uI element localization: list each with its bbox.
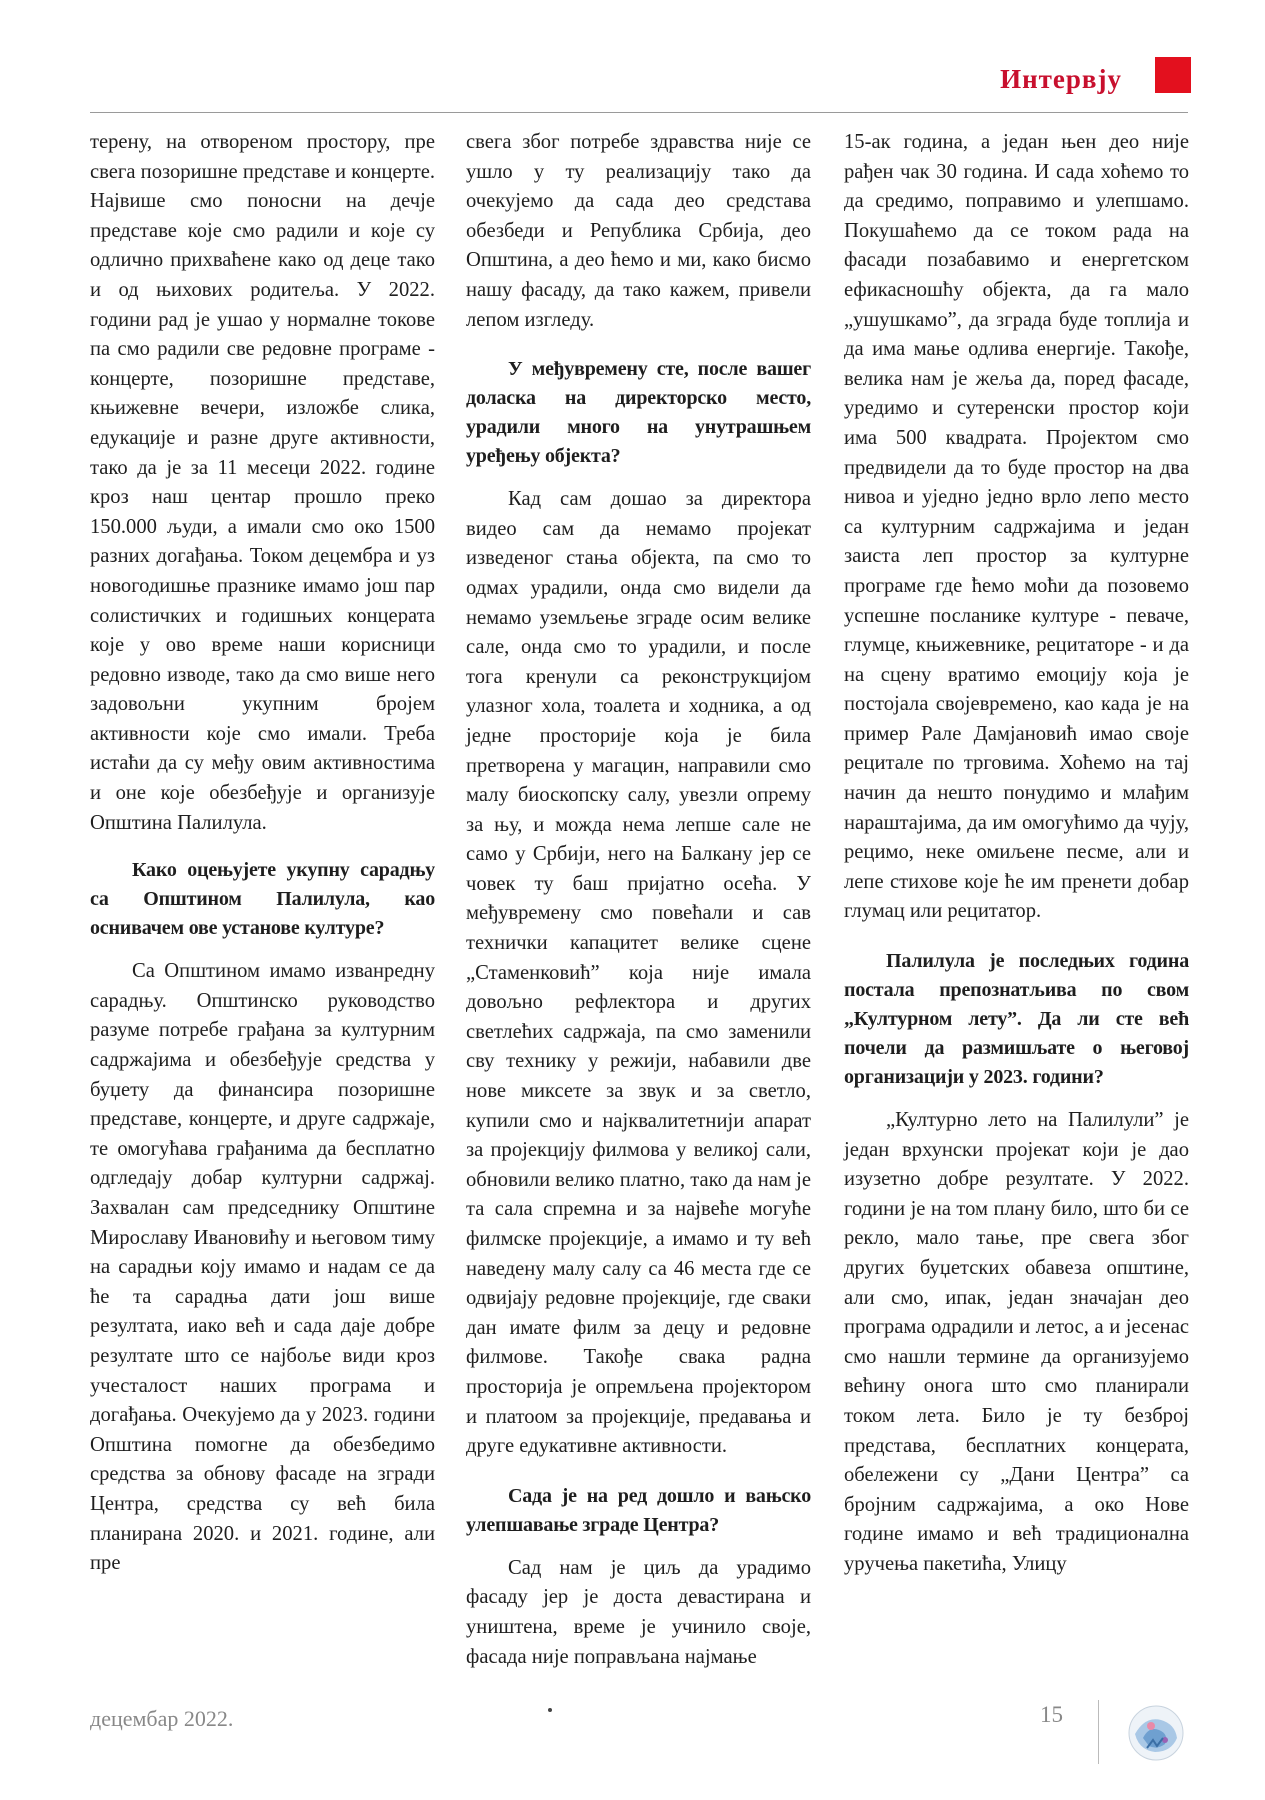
logo-emblem-icon [1127,1704,1185,1762]
section-label: Интервју [1000,64,1122,94]
interview-question: Сада је на ред дошло и вањско улепшавање зграде Центра? [466,1484,811,1536]
column-1 [90,128,435,1579]
paragraph: Кад сам дошао за директора видео сам да немамо пројекат изведеног стања објекта, па смо то одмах урадили, онда смо видели да немамо уземљење зграде осим велике сале, онда смо то урадили, и после тога кренули са реконструкцијом улазног хола, тоалета и ходника, а од једне просторије која је била претворена у магацин, направили смо малу биоскопску салу, увезли опрему за њу, и можда нема лепше сале не само у Србији, него на Балкану јер се човек ту баш пријатно осећа. У међувремену смо повећали и сав технички капацитет велике сцене „Стаменковић” која није имала довољно рефлектора и других светлећих садржаја, па смо заменили сву технику у режији, набавили две нове миксете за звук и за светло, купили смо и најквалитетнији апарат за пројекцију филмова у великој сали, обновили велико платно, тако да нам је та сала спремна и за највеће могуће филмске пројекције, а имамо и ту већ наведену малу салу са 46 места где се одвијају редовне пројекције, где сваки дан имате филм за децу и редовне филмове. Такође свака радна просторија је опремљена пројектором и платоом за пројекције, предавања и друге едукативне активности. [466,488,812,1458]
page-number: 15 [1040,1702,1063,1727]
interview-question: У међувремену сте, после вашег доласка на директорско место, урадили много на унутрашњем уређењу објекта? [466,358,811,468]
footer-dot [548,1708,552,1712]
paragraph: свега због потребе здравства није се ушло у ту реализацију тако да очекујемо да сада део средстава обезбеди и Република Србија, део Општина, а део ћемо и ми, како бисмо нашу фасаду, да тако кажем, привели лепом изгледу. [466,131,811,331]
paragraph: „Културно лето на Палилули” је један врхунски пројекат који је дао изузетно добре резултате. У 2022. години је на том плану било, што би се рекло, мало тање, пре свега због других буџетских обавеза општине, али смо, ипак, један значајан део програма одрадили и летос, а и јесенас смо нашли термине да организујемо већину онога што смо планирали током лета. Било је ту безброј представа, бесплатних концерата, обележени су „Дани Центра” са бројним садржајима, а око Нове године имамо и већ традиционална уручења пакетића, Улицу [844,1109,1189,1575]
section-marker-square [1155,57,1191,93]
header-rule [90,112,1188,113]
interview-question: Палилула је последњих година постала препознатљива по свом „Културном лету”. Да ли сте већ почели да размишљате о његовој организацији у 2023. години? [844,950,1189,1089]
paragraph: Сад нам је циљ да урадимо фасаду јер је доста девастирана и уништена, време је учинило своје, фасада није поправљана најмање [466,1556,811,1668]
paragraph: Са Општином имамо изванредну сарадњу. Општинско руководство разуме потребе грађана за културним садржајима и обезбеђује средства у буџету да финансира позоришне представе, концерте, и друге садржаје, те омогућава грађанима да бесплатно одгледају добар културни садржај. Захвалан сам председнику Општине Мирославу Ивановићу и његовом тиму на сарадњи коју имамо и надам се да ће та сарадња дати још више резултата, иако већ и сада даје добре резултате што се најбоље види кроз учесталост наших програма и догађања. Очекујемо да у 2023. години Општина помогне да обезбедимо средства за обнову фасаде на згради Центра, средства су већ била планирана 2020. и 2021. године, али пре [90,960,435,1575]
footer-date: децембар 2022. [90,1706,234,1731]
paragraph: 15-ак година, а један њен део није рађен чак 30 година. И сада хоћемо то да средимо, поправимо и улепшамо. Покушаћемо да се током рада на фасади позабавимо и енергетском ефикасношћу објекта, да га мало „ушушкамо”, да зграда буде топлија и да има мање одлива енергије. Такође, велика нам је жеља да, поред фасаде, уредимо и сутеренски простор који има 500 квадрата. Пројектом смо предвидели да то буде простор на два нивоа и уједно једно врло лепо место са културним садржајима и један заиста леп простор за културне програме где ћемо моћи да позовемо успешне посланике културе - певаче, глумце, књижевнике, рецитаторе - и да на сцену вратимо емоцију која је постојала својевремено, као када је на пример Рале Дамјановић имао своје рецитале по трговима. Хоћемо на тај начин да нешто понудимо и млађим нараштајима, да им омогућимо да чују, рецимо, неке омиљене песме, али и лепе стихове које ће им пренети добар глумац или рецитатор. [844,131,1189,923]
footer-rule [1098,1700,1099,1764]
interview-question: Како оцењујете укупну сарадњу са Општином Палилула, као оснивачем ове установе културе? [90,859,435,940]
column-3 [844,128,1189,1580]
paragraph: терену, на отвореном простору, пре свега позоришне представе и концерте. Највише смо поносни на дечје представе које смо радили и које су одлично прихваћене како од деце тако и од њихових родитеља. У 2022. години рад је ушао у нормалне токове па смо радили све редовне програме - концерте, позоришне представе, књижевне вечери, изложбе слика, едукације и разне друге активности, тако да је за 11 месеци 2022. године кроз наш центар прошло преко 150.000 људи, а имали смо око 1500 разних догађања. Током децембра и уз новогодишње празнике имамо још пар солистичких и годишњих концерата које у ово време наши корисници редовно изводе, тако да смо више него задовољни укупним бројем активности које смо имали. Треба истаћи да су међу овим активностима и оне које обезбеђује и организује Општина Палилула. [90,131,435,834]
column-2 [466,128,811,1672]
